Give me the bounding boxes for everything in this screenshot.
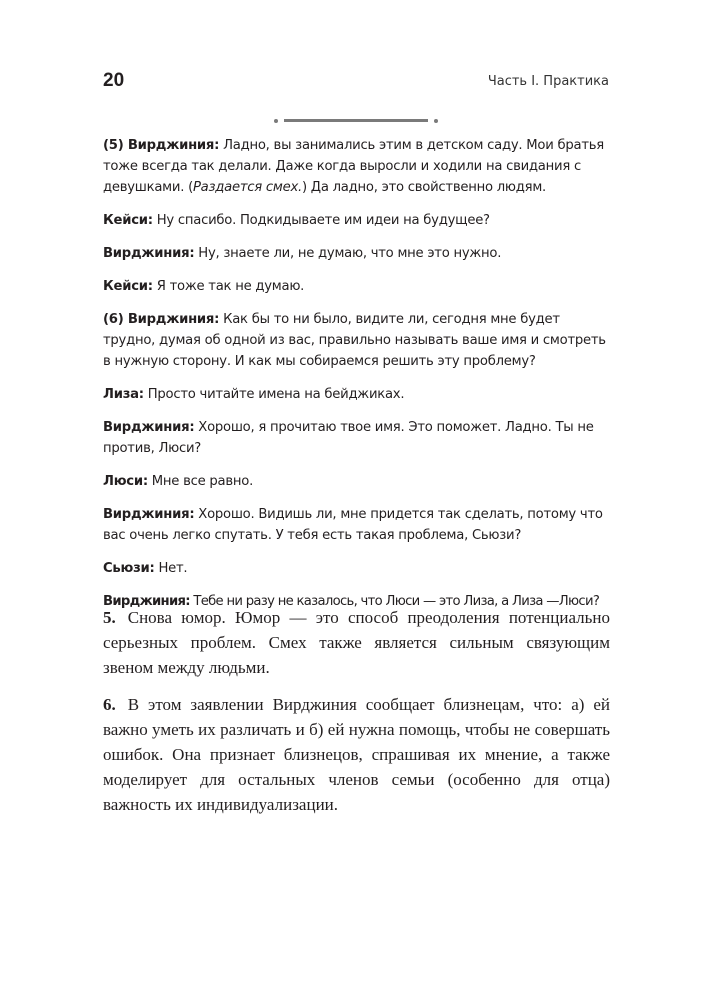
dialogue-text: Как бы то ни было, видите ли, сегодня мне будет трудно, думая об одной из вас, правильно называть ваше имя и смотреть в нужную сторону. И как мы собираемся решить эту проблему? bbox=[103, 312, 606, 369]
dialogue-line bbox=[103, 504, 613, 546]
speaker-label: (5) Вирджиния: bbox=[103, 138, 220, 153]
dialogue-text: Тебе ни разу не казалось, что Люси — это Лиза, а Лиза —Люси? bbox=[189, 594, 600, 609]
running-head: Часть I. Практика bbox=[487, 74, 609, 89]
page-number: 20 bbox=[103, 70, 125, 91]
note-text: Снова юмор. Юмор — это способ преодоления потенциально серьезных проблем. Смех также является сильным связующим звеном между людьми. bbox=[103, 608, 610, 677]
dialogue-text: Хорошо. Видишь ли, мне придется так сделать, потому что вас очень легко спутать. У тебя есть такая проблема, Сьюзи? bbox=[103, 507, 603, 543]
dialogue-text: Ну, знаете ли, не думаю, что мне это нужно. bbox=[194, 246, 502, 261]
dialogue-line bbox=[103, 276, 613, 297]
commentary-notes bbox=[103, 605, 610, 829]
stage-direction: Раздается смех. bbox=[192, 180, 302, 195]
dialogue-line bbox=[103, 417, 613, 459]
dialogue-line bbox=[103, 384, 613, 405]
speaker-label: Вирджиния: bbox=[103, 246, 195, 261]
page-header bbox=[103, 70, 609, 94]
dialogue-line bbox=[103, 135, 613, 198]
dialogue-text: Просто читайте имена на бейджиках. bbox=[143, 387, 405, 402]
dialogue-line bbox=[103, 243, 613, 264]
ornament-divider bbox=[272, 117, 440, 125]
dialogue-text: Нет. bbox=[154, 561, 188, 576]
dialogue-text: Мне все равно. bbox=[147, 474, 254, 489]
dialogue-text: ) Да ладно, это свойственно людям. bbox=[301, 180, 546, 195]
speaker-label: (6) Вирджиния: bbox=[103, 312, 220, 327]
dialogue-line bbox=[103, 471, 613, 492]
note-number: 6. bbox=[103, 695, 116, 714]
dialogue-text: Хорошо, я прочитаю твое имя. Это поможет. Ладно. Ты не против, Люси? bbox=[103, 420, 594, 456]
ornament-line bbox=[284, 119, 428, 122]
speaker-label: Вирджиния: bbox=[103, 507, 195, 522]
ornament-dot-left bbox=[274, 119, 278, 123]
dialogue-text: Я тоже так не думаю. bbox=[152, 279, 305, 294]
commentary-note bbox=[103, 692, 610, 817]
dialogue-line bbox=[103, 210, 613, 231]
speaker-label: Вирджиния: bbox=[103, 594, 190, 609]
speaker-label: Вирджиния: bbox=[103, 420, 195, 435]
dialogue-text: Ну спасибо. Подкидываете им идеи на будущее? bbox=[152, 213, 490, 228]
dialogue-line bbox=[103, 309, 613, 372]
note-number: 5. bbox=[103, 608, 116, 627]
dialogue-line bbox=[103, 558, 613, 579]
dialogue-block bbox=[103, 135, 613, 624]
commentary-note bbox=[103, 605, 610, 680]
ornament-dot-right bbox=[434, 119, 438, 123]
speaker-label: Кейси: bbox=[103, 279, 153, 294]
speaker-label: Сьюзи: bbox=[103, 561, 155, 576]
speaker-label: Кейси: bbox=[103, 213, 153, 228]
speaker-label: Лиза: bbox=[103, 387, 144, 402]
speaker-label: Люси: bbox=[103, 474, 148, 489]
note-text: В этом заявлении Вирджиния сообщает близнецам, что: а) ей важно уметь их различать и б) ей нужна помощь, чтобы не совершать ошибок. Она признает близнецов, спрашивая их мнение, а также моделирует для остальных членов семьи (особенно для отца) важность их индивидуализации. bbox=[103, 695, 610, 814]
dialogue-text: Ладно, вы занимались этим в детском саду. Мои братья тоже всегда так делали. Даже когда выросли и ходили на свидания с девушками. ( bbox=[103, 138, 604, 195]
